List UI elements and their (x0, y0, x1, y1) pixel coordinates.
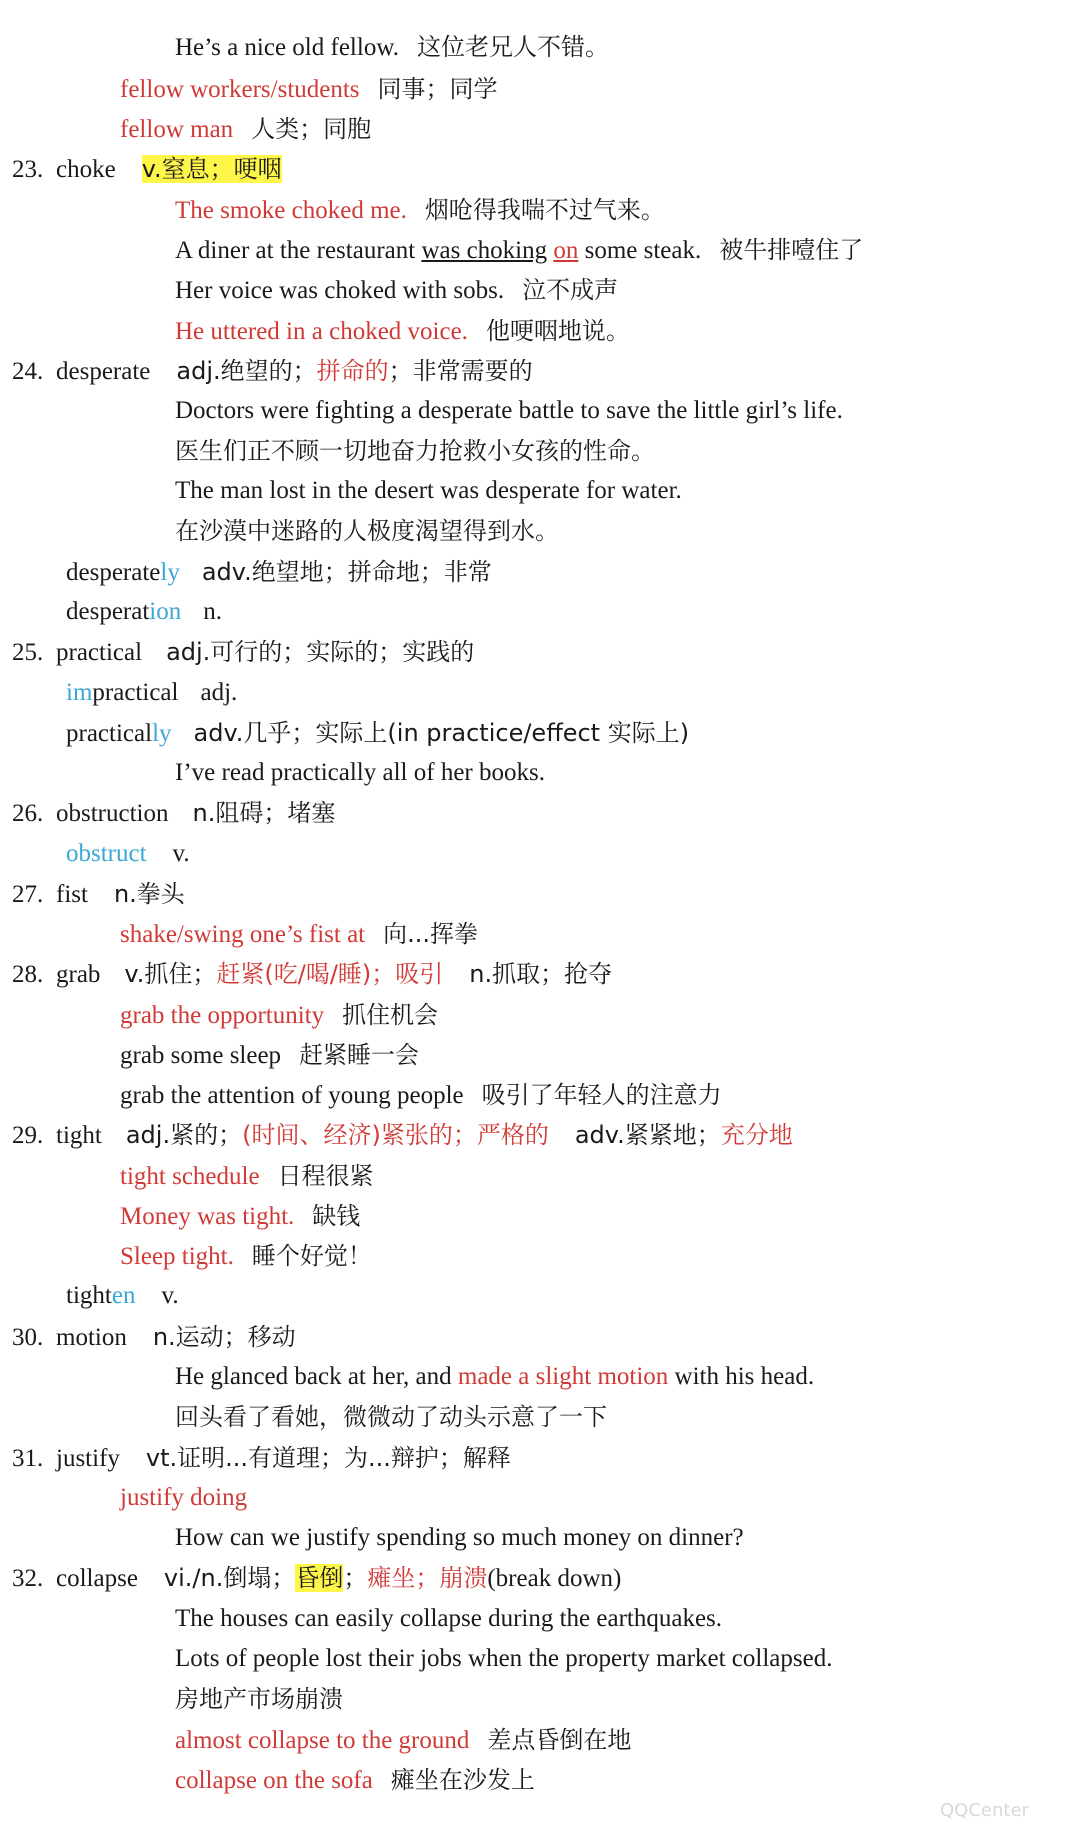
vocab-entry-24: 24. desperate adj.绝望的；拼命的；非常需要的 (12, 357, 533, 385)
example-sentence: The houses can easily collapse during the earthquakes. (175, 1605, 723, 1632)
vocab-entry-25: 25. practical adj.可行的；实际的；实践的 (12, 638, 475, 666)
example-sentence: How can we justify spending so much money on dinner? (175, 1524, 744, 1551)
translation: 在沙漠中迷路的人极度渴望得到水。 (175, 517, 559, 545)
vocab-entry-30: 30. motion n.运动；移动 (12, 1323, 296, 1351)
headword: grab (56, 961, 101, 988)
derived-word: practically adv.几乎；实际上(in practice/effect 实际上) (66, 719, 690, 747)
translation: 回头看了看她，微微动了动头示意了一下 (175, 1403, 607, 1431)
phrase: fellow workers/students 同事；同学 (120, 75, 498, 103)
example-sentence: He uttered in a choked voice. 他哽咽地说。 (175, 317, 630, 345)
definition: v.窒息；哽咽 (141, 155, 282, 183)
example-sentence: He glanced back at her, and made a slight motion with his head. (175, 1363, 815, 1390)
phrase: tight schedule 日程很紧 (120, 1162, 374, 1190)
headword: choke (56, 156, 116, 183)
phrase: fellow man 人类；同胞 (120, 115, 372, 143)
vocab-entry-23: 23. choke v.窒息；哽咽 (12, 155, 282, 183)
watermark: QQCenter (940, 1800, 1029, 1821)
phrase: Sleep tight. 睡个好觉！ (120, 1242, 372, 1270)
example-sentence: Doctors were fighting a desperate battle to save the little girl’s life. (175, 397, 843, 424)
translation: 房地产市场崩溃 (175, 1685, 343, 1713)
derived-word: tighten v. (66, 1282, 179, 1309)
example-sentence: A diner at the restaurant was choking on some steak. 被牛排噎住了 (175, 236, 864, 264)
phrase: almost collapse to the ground 差点昏倒在地 (175, 1726, 632, 1754)
headword: desperate (56, 358, 151, 385)
vocab-entry-27: 27. fist n.拳头 (12, 880, 185, 908)
headword: justify (56, 1445, 120, 1472)
example-sentence: The smoke choked me. 烟呛得我喘不过气来。 (175, 196, 665, 224)
phrase: collapse on the sofa 瘫坐在沙发上 (175, 1766, 535, 1794)
phrase: grab the attention of young people 吸引了年轻人的注意力 (120, 1081, 722, 1109)
phrase: shake/swing one’s fist at 向...挥拳 (120, 920, 478, 948)
headword: practical (56, 639, 143, 666)
phrase: justify doing (120, 1484, 248, 1511)
headword: tight (56, 1122, 102, 1149)
derived-word: impractical adj. (66, 679, 238, 706)
vocab-entry-26: 26. obstruction n.阻碍；堵塞 (12, 799, 336, 827)
headword: fist (56, 881, 88, 908)
phrase: grab some sleep 赶紧睡一会 (120, 1041, 420, 1069)
vocab-entry-32: 32. collapse vi./n.倒塌；昏倒；瘫坐；崩溃(break down) (12, 1564, 622, 1592)
example-sentence: The man lost in the desert was desperate for water. (175, 477, 682, 504)
example-sentence: He’s a nice old fellow. 这位老兄人不错。 (175, 33, 609, 61)
derived-word: obstruct v. (66, 840, 190, 867)
vocab-entry-28: 28. grab v.抓住；赶紧(吃/喝/睡)；吸引 n.抓取；抢夺 (12, 960, 613, 988)
headword: obstruction (56, 800, 169, 827)
example-sentence: I’ve read practically all of her books. (175, 759, 545, 786)
headword: collapse (56, 1565, 138, 1592)
example-sentence: Her voice was choked with sobs. 泣不成声 (175, 276, 619, 304)
derived-word: desperation n. (66, 598, 222, 625)
vocab-entry-29: 29. tight adj.紧的；(时间、经济)紧张的；严格的 adv.紧紧地；充分地 (12, 1121, 793, 1149)
headword: motion (56, 1324, 127, 1351)
derived-word: desperately adv.绝望地；拼命地；非常 (66, 558, 492, 586)
translation: 医生们正不顾一切地奋力抢救小女孩的性命。 (175, 437, 655, 465)
phrase: Money was tight. 缺钱 (120, 1202, 361, 1230)
vocab-entry-31: 31. justify vt.证明...有道理；为...辩护；解释 (12, 1444, 511, 1472)
example-sentence: Lots of people lost their jobs when the property market collapsed. (175, 1645, 833, 1672)
phrase: grab the opportunity 抓住机会 (120, 1001, 439, 1029)
